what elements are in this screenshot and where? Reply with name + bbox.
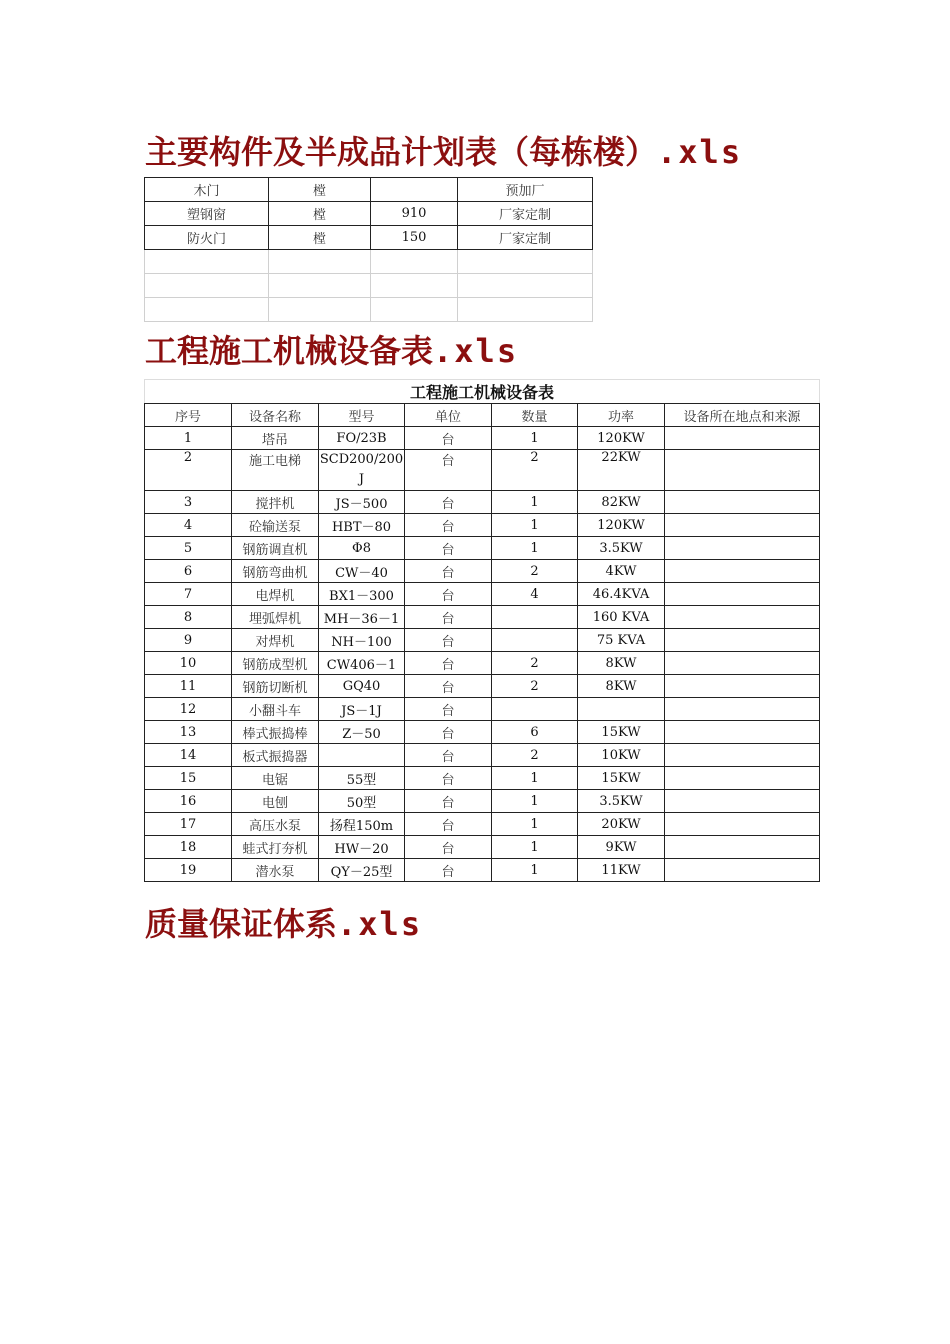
table-row [145, 790, 820, 813]
table-cell [665, 652, 820, 675]
table-cell [665, 790, 820, 813]
table-row [145, 744, 820, 767]
table-cell: HBT－80 [319, 514, 405, 537]
table-cell: 钢筋切断机 [232, 675, 319, 698]
column-header: 数量 [492, 404, 578, 427]
table-cell: 电锯 [232, 767, 319, 790]
component-plan-table [144, 177, 593, 322]
table-row [145, 491, 820, 514]
table-cell [665, 427, 820, 450]
table-cell: 台 [405, 606, 492, 629]
table-row [145, 629, 820, 652]
table-cell [665, 767, 820, 790]
heading-text: 质量保证体系 [145, 905, 338, 943]
table-cell: 1 [492, 767, 578, 790]
table-row [145, 652, 820, 675]
table-cell: JS－500 [319, 491, 405, 514]
column-header: 型号 [319, 404, 405, 427]
table-cell: 板式振捣器 [232, 744, 319, 767]
table-cell: 11 [145, 675, 232, 698]
heading-text: 工程施工机械设备表 [145, 332, 434, 370]
table-cell: Z－50 [319, 721, 405, 744]
table-cell: 施工电梯 [232, 450, 319, 491]
table-cell: 对焊机 [232, 629, 319, 652]
table-cell: 150 [371, 226, 458, 250]
table-cell: 3.5KW [578, 790, 665, 813]
table-cell: 82KW [578, 491, 665, 514]
table-title-row [145, 380, 820, 404]
table-cell [458, 298, 593, 322]
table-cell: QY－25型 [319, 859, 405, 882]
table-cell: 1 [492, 836, 578, 859]
table-cell [371, 250, 458, 274]
equipment-table [144, 379, 820, 882]
table-cell: 3.5KW [578, 537, 665, 560]
table-row [145, 813, 820, 836]
table-cell: 预加厂 [458, 178, 593, 202]
table-cell [319, 744, 405, 767]
table-cell: 9 [145, 629, 232, 652]
table-cell: 15KW [578, 767, 665, 790]
table-cell: 55型 [319, 767, 405, 790]
table-cell: 3 [145, 491, 232, 514]
table-cell: 台 [405, 744, 492, 767]
table-cell: 高压水泵 [232, 813, 319, 836]
table-cell: 木门 [145, 178, 269, 202]
table-row [145, 675, 820, 698]
table-cell: 台 [405, 583, 492, 606]
heading-equipment-table [145, 331, 518, 371]
table-cell [269, 298, 371, 322]
table-cell [371, 274, 458, 298]
table-cell: 台 [405, 813, 492, 836]
table-row [145, 274, 593, 298]
table-cell: 8 [145, 606, 232, 629]
table-cell: 14 [145, 744, 232, 767]
table-cell [665, 813, 820, 836]
table-cell: 1 [145, 427, 232, 450]
column-header: 设备名称 [232, 404, 319, 427]
table-cell: 潜水泵 [232, 859, 319, 882]
table-cell [492, 629, 578, 652]
table-cell: 8KW [578, 675, 665, 698]
table-cell: 樘 [269, 178, 371, 202]
table-cell: 台 [405, 675, 492, 698]
table-cell: 塑钢窗 [145, 202, 269, 226]
table-cell: 1 [492, 491, 578, 514]
table-cell: 6 [145, 560, 232, 583]
table-cell: 120KW [578, 427, 665, 450]
table-cell [458, 250, 593, 274]
table-cell: 台 [405, 450, 492, 491]
table-cell: 50型 [319, 790, 405, 813]
table-cell: 砼输送泵 [232, 514, 319, 537]
heading-extension: .xls [657, 133, 743, 171]
table-row [145, 698, 820, 721]
table-cell: 12 [145, 698, 232, 721]
table-cell: 台 [405, 629, 492, 652]
table-cell: 22KW [578, 450, 665, 491]
table-cell [492, 698, 578, 721]
table-cell [665, 698, 820, 721]
table-cell: 4 [492, 583, 578, 606]
table-cell: 扬程150m [319, 813, 405, 836]
table-cell: 8KW [578, 652, 665, 675]
table-cell: 11KW [578, 859, 665, 882]
table-cell: NH－100 [319, 629, 405, 652]
table-cell: 电刨 [232, 790, 319, 813]
table-cell [269, 274, 371, 298]
table-cell [145, 274, 269, 298]
table-cell: 台 [405, 514, 492, 537]
table-cell: MH－36－1 [319, 606, 405, 629]
table-cell: 10KW [578, 744, 665, 767]
table-cell: BX1－300 [319, 583, 405, 606]
table-cell [665, 675, 820, 698]
table-cell: SCD200/200J [319, 450, 405, 491]
table-cell: 台 [405, 560, 492, 583]
table-cell: 18 [145, 836, 232, 859]
table-cell [371, 298, 458, 322]
table-cell [578, 698, 665, 721]
table-cell: HW－20 [319, 836, 405, 859]
table-cell: 台 [405, 537, 492, 560]
table-cell [665, 560, 820, 583]
table-cell: 15 [145, 767, 232, 790]
table-cell [458, 274, 593, 298]
table-cell: 910 [371, 202, 458, 226]
table-cell: 厂家定制 [458, 226, 593, 250]
table-cell [665, 491, 820, 514]
heading-text: 主要构件及半成品计划表（每栋楼） [145, 133, 658, 171]
table-cell: 20KW [578, 813, 665, 836]
table-cell: CW－40 [319, 560, 405, 583]
table-cell [145, 298, 269, 322]
column-header: 设备所在地点和来源 [665, 404, 820, 427]
table-cell: 2 [492, 652, 578, 675]
table-row [145, 202, 593, 226]
table-row [145, 514, 820, 537]
table-row [145, 178, 593, 202]
table-cell: 台 [405, 859, 492, 882]
table-cell: 2 [145, 450, 232, 491]
heading-extension: .xls [433, 332, 519, 370]
table-row [145, 767, 820, 790]
table-cell: 1 [492, 537, 578, 560]
table-cell: 台 [405, 491, 492, 514]
table-cell: 钢筋成型机 [232, 652, 319, 675]
heading-component-plan [145, 132, 742, 172]
table-cell: CW406－1 [319, 652, 405, 675]
table-cell: 4 [145, 514, 232, 537]
table-row [145, 859, 820, 882]
table-title: 工程施工机械设备表 [145, 380, 820, 404]
table-cell: 台 [405, 790, 492, 813]
table-cell: 1 [492, 813, 578, 836]
table-cell [665, 537, 820, 560]
table-cell: 台 [405, 427, 492, 450]
table-cell: 46.4KVA [578, 583, 665, 606]
table-cell: 台 [405, 721, 492, 744]
table-row [145, 560, 820, 583]
table-cell [269, 250, 371, 274]
table-row [145, 427, 820, 450]
column-header: 单位 [405, 404, 492, 427]
table-cell: GQ40 [319, 675, 405, 698]
table-cell: 台 [405, 836, 492, 859]
table-row [145, 721, 820, 744]
table-cell [665, 583, 820, 606]
table-cell: 厂家定制 [458, 202, 593, 226]
column-header: 序号 [145, 404, 232, 427]
table-cell: 15KW [578, 721, 665, 744]
table-row [145, 226, 593, 250]
table-cell: 1 [492, 859, 578, 882]
table-cell [665, 859, 820, 882]
table-cell: 9KW [578, 836, 665, 859]
table-cell: 台 [405, 698, 492, 721]
table-row [145, 450, 820, 491]
table-cell: 小翻斗车 [232, 698, 319, 721]
table-cell: Φ8 [319, 537, 405, 560]
table-cell: 钢筋弯曲机 [232, 560, 319, 583]
table-cell: 塔吊 [232, 427, 319, 450]
table-cell: 2 [492, 450, 578, 491]
table-cell [145, 250, 269, 274]
table-cell: 棒式振捣棒 [232, 721, 319, 744]
table-cell: 樘 [269, 226, 371, 250]
table-cell: 7 [145, 583, 232, 606]
heading-extension: .xls [337, 905, 423, 943]
table-header-row [145, 404, 820, 427]
table-cell: 钢筋调直机 [232, 537, 319, 560]
table-cell: 1 [492, 427, 578, 450]
table-row [145, 583, 820, 606]
table-cell [665, 606, 820, 629]
table-cell: 2 [492, 744, 578, 767]
table-row [145, 298, 593, 322]
table-cell: 樘 [269, 202, 371, 226]
column-header: 功率 [578, 404, 665, 427]
table-cell: 搅拌机 [232, 491, 319, 514]
table-cell: 6 [492, 721, 578, 744]
table-cell: 埋弧焊机 [232, 606, 319, 629]
table-cell: 17 [145, 813, 232, 836]
table-cell: 160 KVA [578, 606, 665, 629]
table-cell: 2 [492, 675, 578, 698]
table-cell: FO/23B [319, 427, 405, 450]
table-cell: 1 [492, 790, 578, 813]
table-cell: 75 KVA [578, 629, 665, 652]
table-cell [665, 514, 820, 537]
table-cell: 16 [145, 790, 232, 813]
table-cell: 5 [145, 537, 232, 560]
table-cell: 19 [145, 859, 232, 882]
table-cell [665, 629, 820, 652]
table-cell: 台 [405, 767, 492, 790]
table-cell: 10 [145, 652, 232, 675]
heading-quality-system [145, 904, 422, 944]
table-cell: 120KW [578, 514, 665, 537]
table-cell [665, 721, 820, 744]
table-cell: JS－1J [319, 698, 405, 721]
table-cell: 防火门 [145, 226, 269, 250]
table-row [145, 250, 593, 274]
table-row [145, 537, 820, 560]
table-cell [492, 606, 578, 629]
table-cell: 1 [492, 514, 578, 537]
table-cell: 电焊机 [232, 583, 319, 606]
table-row [145, 606, 820, 629]
table-cell: 台 [405, 652, 492, 675]
table-cell: 2 [492, 560, 578, 583]
table-cell: 蛙式打夯机 [232, 836, 319, 859]
table-cell: 4KW [578, 560, 665, 583]
table-cell [665, 836, 820, 859]
table-cell: 13 [145, 721, 232, 744]
table-cell [371, 178, 458, 202]
table-cell [665, 744, 820, 767]
table-cell [665, 450, 820, 491]
table-row [145, 836, 820, 859]
